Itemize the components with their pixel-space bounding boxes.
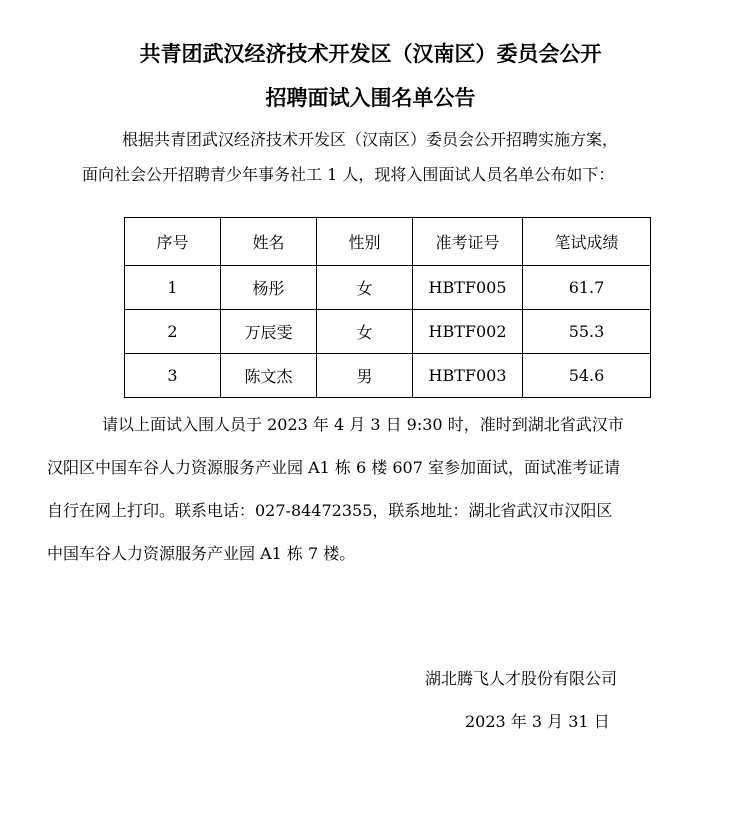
header-serial-number: 序号 <box>125 218 221 266</box>
cell-serial-number: 2 <box>125 310 221 354</box>
document-title-line-1: 共青团武汉经济技术开发区（汉南区）委员会公开 <box>139 42 602 66</box>
interview-candidate-table <box>124 217 651 398</box>
table-row <box>125 354 651 398</box>
table-row <box>125 266 651 310</box>
notice-line-2: 汉阳区中国车谷人力资源服务产业园 A1 栋 6 楼 607 室参加面试，面试准考证请 <box>47 458 620 477</box>
issuing-company: 湖北腾飞人才股份有限公司 <box>425 669 618 688</box>
header-admission-ticket-number: 准考证号 <box>413 218 523 266</box>
cell-admission-ticket-number: HBTF005 <box>413 266 523 310</box>
cell-gender: 男 <box>317 354 413 398</box>
table-row <box>125 310 651 354</box>
cell-written-test-score: 61.7 <box>523 266 651 310</box>
cell-serial-number: 1 <box>125 266 221 310</box>
notice-line-3: 自行在网上打印。联系电话：027-84472355，联系地址：湖北省武汉市汉阳区 <box>47 501 613 520</box>
cell-name: 万辰雯 <box>221 310 317 354</box>
intro-line-2: 面向社会公开招聘青少年事务社工 1 人，现将入围面试人员名单公布如下： <box>82 165 615 184</box>
document-title-line-2: 招聘面试入围名单公告 <box>265 86 476 110</box>
cell-admission-ticket-number: HBTF002 <box>413 310 523 354</box>
cell-serial-number: 3 <box>125 354 221 398</box>
cell-gender: 女 <box>317 266 413 310</box>
notice-line-4: 中国车谷人力资源服务产业园 A1 栋 7 楼。 <box>47 544 356 563</box>
table-header-row <box>125 218 651 266</box>
header-written-test-score: 笔试成绩 <box>523 218 651 266</box>
cell-name: 陈文杰 <box>221 354 317 398</box>
cell-admission-ticket-number: HBTF003 <box>413 354 523 398</box>
notice-line-1: 请以上面试入围人员于 2023 年 4 月 3 日 9:30 时，准时到湖北省武汉市 <box>102 415 624 434</box>
header-name: 姓名 <box>221 218 317 266</box>
cell-gender: 女 <box>317 310 413 354</box>
intro-line-1: 根据共青团武汉经济技术开发区（汉南区）委员会公开招聘实施方案， <box>122 130 619 149</box>
cell-written-test-score: 55.3 <box>523 310 651 354</box>
header-gender: 性别 <box>317 218 413 266</box>
issue-date: 2023 年 3 月 31 日 <box>465 712 610 731</box>
cell-name: 杨彤 <box>221 266 317 310</box>
cell-written-test-score: 54.6 <box>523 354 651 398</box>
